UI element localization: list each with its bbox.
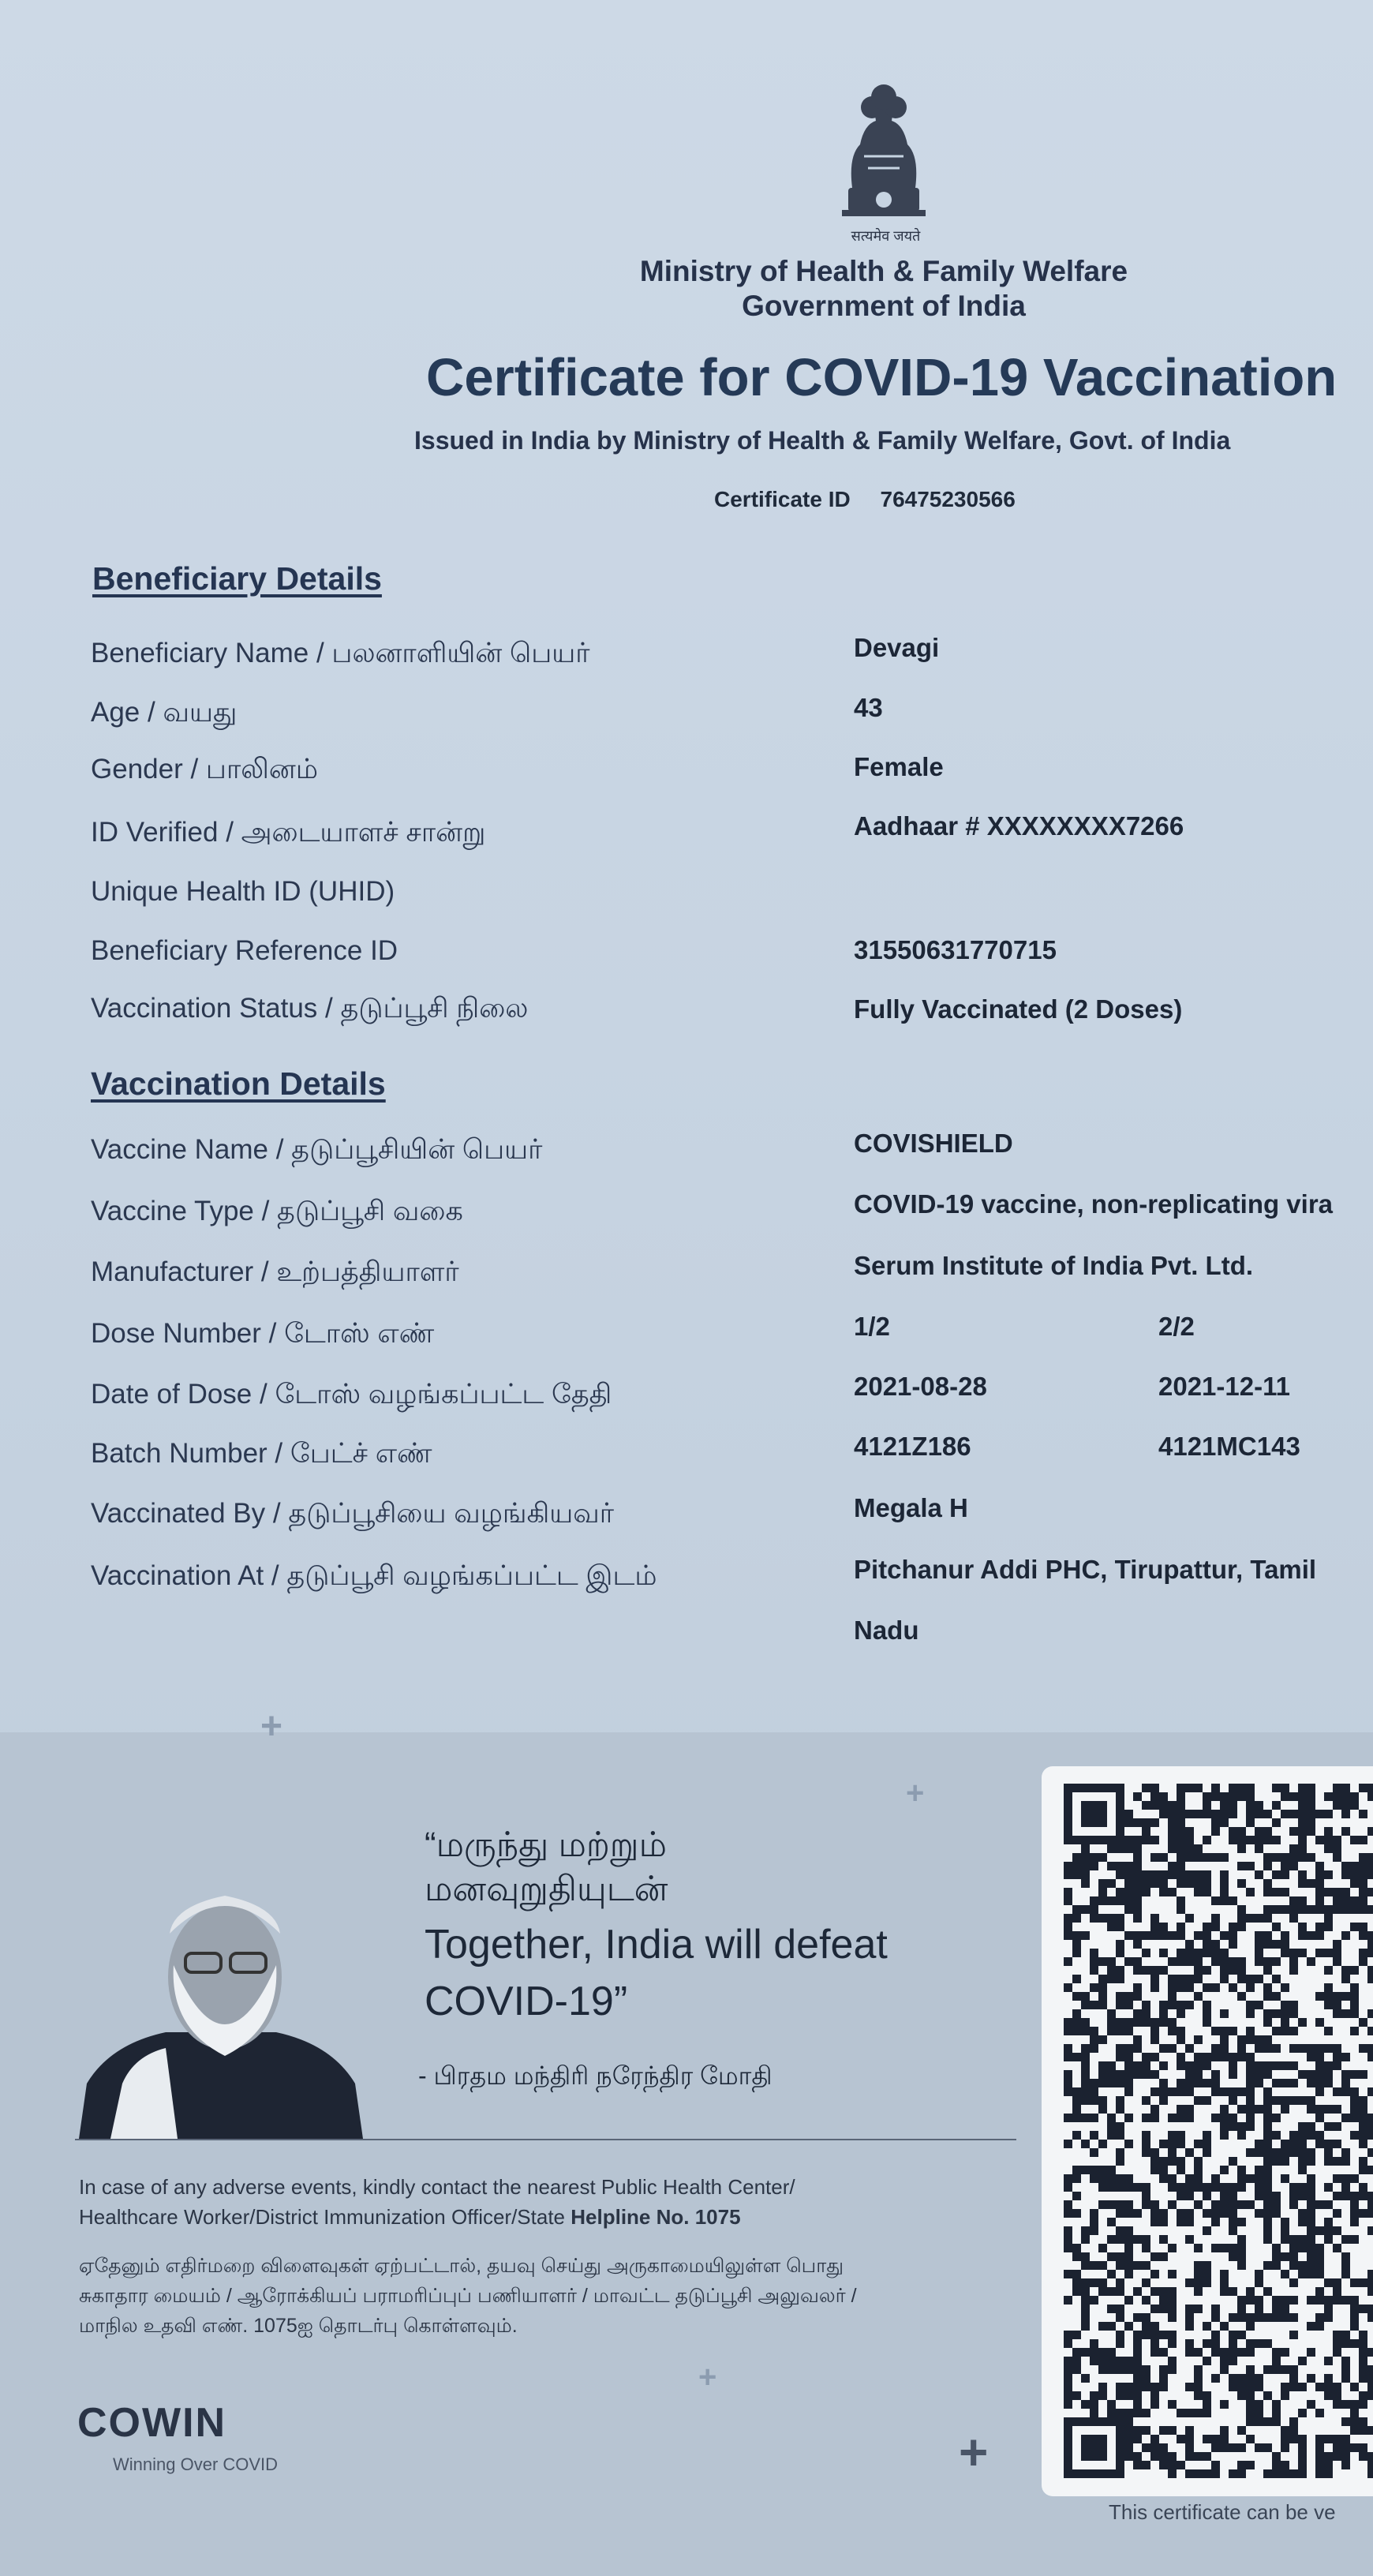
quote-tamil-line1: “மருந்து மற்றும் (425, 1825, 667, 1864)
adverse-events-tamil (79, 2251, 1026, 2341)
adverse-tamil-line3: மாநில உதவி எண். 1075ஐ தொடர்பு கொள்ளவும். (79, 2315, 518, 2337)
adverse-tamil-line1: ஏதேனும் எதிர்மறை விளைவுகள் ஏற்பட்டால், தயவு செய்து அருகாமையிலுள்ள பொது (79, 2255, 844, 2277)
dose-number-label: Dose Number / டோஸ் எண் (91, 1318, 435, 1349)
age-value: 43 (854, 693, 883, 722)
quote-english (425, 1916, 993, 2030)
divider (75, 2139, 1016, 2140)
dose-number-value-2: 2/2 (1158, 1312, 1195, 1341)
prime-minister-portrait-icon (79, 1847, 363, 2139)
plus-decoration-icon: + (260, 1705, 283, 1747)
national-emblem-icon (832, 69, 935, 239)
verify-text: This certificate can be ve (1109, 2500, 1336, 2524)
age-label: Age / வயது (91, 697, 238, 728)
reference-id-label: Beneficiary Reference ID (91, 935, 398, 966)
beneficiary-name-value: Devagi (854, 633, 940, 662)
issued-by-line: Issued in India by Ministry of Health & Family Welfare, Govt. of India (414, 426, 1231, 455)
vaccine-name-value: COVISHIELD (854, 1129, 1013, 1158)
manufacturer-value: Serum Institute of India Pvt. Ltd. (854, 1251, 1254, 1280)
adverse-english-line2 (79, 2202, 1026, 2232)
quote-english-line2: COVID-19” (425, 1979, 628, 2024)
vaccination-at-value-cont: Nadu (854, 1616, 919, 1645)
cowin-logo: COWIN (77, 2400, 227, 2446)
manufacturer-label: Manufacturer / உற்பத்தியாளர் (91, 1256, 459, 1287)
id-verified-value: Aadhaar # XXXXXXXX7266 (854, 811, 1184, 841)
dose-number-value-1: 1/2 (854, 1312, 890, 1341)
vaccine-name-label: Vaccine Name / தடுப்பூசியின் பெயர் (91, 1134, 543, 1165)
batch-number-value-2: 4121MC143 (1158, 1432, 1300, 1461)
quote-tamil-line2: மனவுறுதியுடன் (425, 1870, 668, 1908)
vaccine-type-label: Vaccine Type / தடுப்பூசி வகை (91, 1196, 463, 1226)
reference-id-value: 31550631770715 (854, 935, 1057, 964)
emblem-motto: सत्यमेव जयते (851, 228, 921, 244)
gender-label: Gender / பாலினம் (91, 754, 318, 784)
id-verified-label: ID Verified / அடையாளச் சான்று (91, 817, 486, 848)
quote-attribution: - பிரதம மந்திரி நரேந்திர மோதி (418, 2061, 773, 2090)
vaccine-type-value: COVID-19 vaccine, non-replicating vira (854, 1189, 1334, 1219)
beneficiary-heading: Beneficiary Details (92, 560, 382, 597)
vaccinated-by-value: Megala H (854, 1493, 968, 1522)
adverse-english-line1: In case of any adverse events, kindly contact the nearest Public Health Center/ (79, 2175, 795, 2199)
date-of-dose-value-1: 2021-08-28 (854, 1372, 987, 1401)
plus-decoration-icon: + (959, 2424, 989, 2481)
cowin-tagline: Winning Over COVID (113, 2454, 279, 2474)
ministry-name: Ministry of Health & Family Welfare (639, 255, 1128, 287)
vaccination-status-value: Fully Vaccinated (2 Doses) (854, 994, 1183, 1024)
vaccination-status-label: Vaccination Status / தடுப்பூசி நிலை (91, 993, 529, 1024)
adverse-events-english (79, 2172, 1026, 2232)
helpline-number: Helpline No. 1075 (571, 2205, 741, 2229)
qr-code-panel (1042, 1766, 1373, 2496)
batch-number-value-1: 4121Z186 (854, 1432, 971, 1461)
certificate-id-value: 76475230566 (880, 487, 1016, 511)
vaccinated-by-label: Vaccinated By / தடுப்பூசியை வழங்கியவர் (91, 1498, 615, 1529)
plus-decoration-icon: + (906, 1776, 925, 1810)
plus-decoration-icon: + (698, 2360, 717, 2394)
adverse-english-line2-text: Healthcare Worker/District Immunization Officer/State (79, 2205, 571, 2229)
batch-number-label: Batch Number / பேட்ச் எண் (91, 1438, 432, 1469)
date-of-dose-label: Date of Dose / டோஸ் வழங்கப்பட்ட தேதி (91, 1379, 612, 1410)
beneficiary-name-label: Beneficiary Name / பலனாளியின் பெயர் (91, 638, 590, 668)
date-of-dose-value-2: 2021-12-11 (1158, 1372, 1290, 1401)
uhid-label: Unique Health ID (UHID) (91, 876, 395, 907)
vaccination-at-value: Pitchanur Addi PHC, Tirupattur, Tamil (854, 1555, 1317, 1584)
gender-value: Female (854, 752, 944, 781)
government-name: Government of India (742, 290, 1026, 322)
ministry-header (600, 254, 1168, 324)
certificate-title: Certificate for COVID-19 Vaccination (426, 348, 1337, 407)
vaccination-heading: Vaccination Details (91, 1065, 386, 1102)
certificate-id (714, 487, 1016, 512)
adverse-tamil-line2: சுகாதார மையம் / ஆரோக்கியப் பராமரிப்புப் பணியாளர் / மாவட்ட தடுப்பூசி அலுவலர் / (79, 2285, 857, 2307)
quote-english-line1: Together, India will defeat (425, 1922, 888, 1968)
vaccination-at-label: Vaccination At / தடுப்பூசி வழங்கப்பட்ட இடம் (91, 1560, 657, 1591)
qr-code-icon (1042, 1766, 1373, 2496)
quote-tamil (425, 1823, 914, 1911)
certificate-id-label: Certificate ID (714, 487, 851, 511)
